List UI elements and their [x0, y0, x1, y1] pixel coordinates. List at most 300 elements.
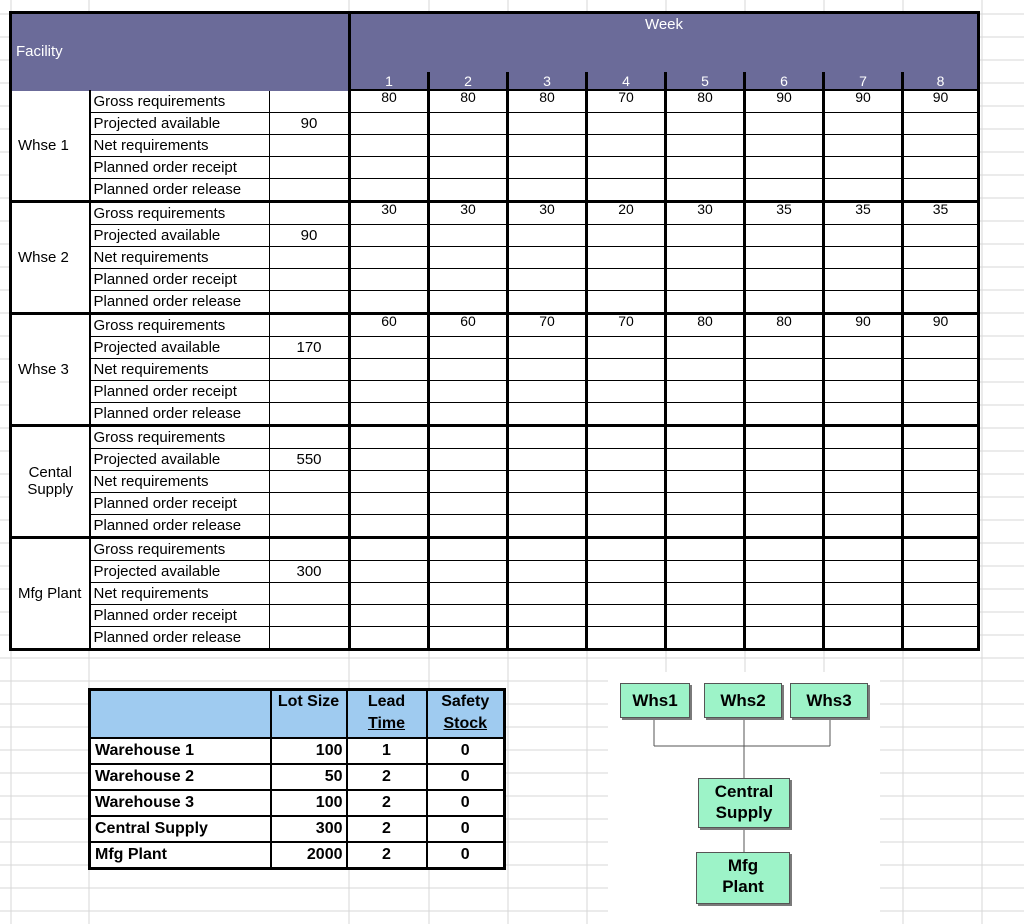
week-cell[interactable]	[587, 514, 666, 537]
week-cell[interactable]	[350, 402, 429, 425]
facility-name-cell: Warehouse 3	[90, 790, 271, 816]
blank-cell[interactable]	[270, 313, 350, 336]
week-cell[interactable]	[824, 336, 903, 358]
week-2-header: 2	[429, 72, 508, 90]
drp-row	[11, 604, 979, 626]
week-1-header: 1	[350, 72, 429, 90]
week-cell[interactable]	[903, 402, 979, 425]
gross-requirement-cell[interactable]: 35	[824, 201, 903, 224]
node-whs3: Whs3	[790, 683, 868, 718]
drp-row	[11, 626, 979, 649]
week-cell[interactable]	[429, 134, 508, 156]
week-cell[interactable]	[824, 560, 903, 582]
gross-requirement-cell[interactable]	[666, 537, 745, 560]
week-cell[interactable]	[745, 336, 824, 358]
safety-stock-cell[interactable]: 0	[427, 790, 505, 816]
week-cell[interactable]	[508, 134, 587, 156]
week-cell[interactable]	[350, 604, 429, 626]
gross-requirement-cell[interactable]	[903, 537, 979, 560]
week-cell[interactable]	[429, 604, 508, 626]
gross-requirement-cell[interactable]: 90	[903, 313, 979, 336]
week-cell[interactable]	[903, 134, 979, 156]
week-cell[interactable]	[824, 492, 903, 514]
row-label: Planned order receipt	[90, 380, 270, 402]
week-cell[interactable]	[666, 268, 745, 290]
week-cell[interactable]	[745, 514, 824, 537]
lot-size-cell[interactable]: 50	[271, 764, 347, 790]
week-cell[interactable]	[745, 246, 824, 268]
gross-requirement-cell[interactable]	[745, 537, 824, 560]
week-cell[interactable]	[666, 470, 745, 492]
week-cell[interactable]	[745, 582, 824, 604]
gross-requirement-cell[interactable]: 60	[350, 313, 429, 336]
blank-cell[interactable]	[270, 626, 350, 649]
blank-cell[interactable]	[270, 134, 350, 156]
week-cell[interactable]	[508, 268, 587, 290]
week-cell[interactable]	[429, 336, 508, 358]
week-cell[interactable]	[903, 336, 979, 358]
gross-requirement-cell[interactable]: 60	[429, 313, 508, 336]
blank-cell[interactable]	[270, 380, 350, 402]
week-cell[interactable]	[350, 626, 429, 649]
week-cell[interactable]	[587, 470, 666, 492]
week-cell[interactable]	[429, 156, 508, 178]
lead-time-cell[interactable]: 2	[347, 790, 427, 816]
week-cell[interactable]	[587, 156, 666, 178]
week-cell[interactable]	[429, 246, 508, 268]
week-cell[interactable]	[587, 402, 666, 425]
week-cell[interactable]	[429, 178, 508, 201]
blank-cell[interactable]	[270, 246, 350, 268]
blank-cell[interactable]	[270, 178, 350, 201]
week-cell[interactable]	[429, 626, 508, 649]
week-3-header: 3	[508, 72, 587, 90]
initial-projected-available[interactable]: 300	[270, 560, 350, 582]
week-cell[interactable]	[587, 380, 666, 402]
blank-cell[interactable]	[270, 90, 350, 112]
blank-cell[interactable]	[270, 425, 350, 448]
week-cell[interactable]	[587, 492, 666, 514]
gross-requirement-cell[interactable]	[824, 537, 903, 560]
gross-requirement-cell[interactable]	[429, 537, 508, 560]
week-cell[interactable]	[429, 224, 508, 246]
drp-row	[11, 201, 979, 224]
week-cell[interactable]	[508, 156, 587, 178]
row-label: Net requirements	[90, 134, 270, 156]
week-cell[interactable]	[745, 626, 824, 649]
week-cell[interactable]	[824, 178, 903, 201]
week-cell[interactable]	[429, 470, 508, 492]
week-cell[interactable]	[666, 358, 745, 380]
lead-time-cell[interactable]: 1	[347, 738, 427, 764]
week-cell[interactable]	[903, 358, 979, 380]
blank-cell[interactable]	[270, 514, 350, 537]
drp-row	[11, 246, 979, 268]
row-label: Planned order receipt	[90, 492, 270, 514]
week-cell[interactable]	[745, 470, 824, 492]
safety-stock-cell[interactable]: 0	[427, 842, 505, 869]
week-cell[interactable]	[666, 246, 745, 268]
row-label: Planned order release	[90, 514, 270, 537]
drp-row	[11, 582, 979, 604]
week-cell[interactable]	[350, 560, 429, 582]
week-cell[interactable]	[508, 604, 587, 626]
row-label: Net requirements	[90, 470, 270, 492]
week-cell[interactable]	[666, 112, 745, 134]
row-label: Projected available	[90, 560, 270, 582]
week-cell[interactable]	[666, 582, 745, 604]
week-cell[interactable]	[587, 336, 666, 358]
week-cell[interactable]	[824, 626, 903, 649]
drp-row	[11, 514, 979, 537]
blank-cell[interactable]	[270, 358, 350, 380]
week-cell[interactable]	[824, 380, 903, 402]
week-cell[interactable]	[903, 246, 979, 268]
week-cell[interactable]	[508, 492, 587, 514]
week-cell[interactable]	[429, 448, 508, 470]
facility-name-cell: Mfg Plant	[90, 842, 271, 869]
week-cell[interactable]	[824, 290, 903, 313]
week-cell[interactable]	[508, 380, 587, 402]
gross-requirement-cell[interactable]: 80	[350, 90, 429, 112]
drp-row	[11, 178, 979, 201]
week-cell[interactable]	[903, 268, 979, 290]
facility-name	[11, 313, 90, 425]
week-cell[interactable]	[350, 178, 429, 201]
week-cell[interactable]	[824, 156, 903, 178]
facility-name-text: Whse 2	[18, 248, 69, 266]
week-cell[interactable]	[350, 112, 429, 134]
week-cell[interactable]	[903, 448, 979, 470]
week-cell[interactable]	[824, 268, 903, 290]
drp-row	[11, 560, 979, 582]
week-cell[interactable]	[745, 290, 824, 313]
week-cell[interactable]	[666, 290, 745, 313]
week-cell[interactable]	[903, 156, 979, 178]
week-cell[interactable]	[587, 134, 666, 156]
week-cell[interactable]	[350, 358, 429, 380]
gross-requirement-cell[interactable]: 35	[903, 201, 979, 224]
lead-time-cell[interactable]: 2	[347, 764, 427, 790]
week-cell[interactable]	[745, 560, 824, 582]
week-cell[interactable]	[824, 402, 903, 425]
week-cell[interactable]	[745, 604, 824, 626]
week-cell[interactable]	[429, 380, 508, 402]
drp-row	[11, 224, 979, 246]
params-row	[90, 764, 505, 790]
week-cell[interactable]	[903, 470, 979, 492]
week-cell[interactable]	[508, 290, 587, 313]
row-label: Net requirements	[90, 582, 270, 604]
facility-name	[11, 425, 90, 537]
blank-cell[interactable]	[270, 268, 350, 290]
week-cell[interactable]	[508, 112, 587, 134]
lead-time-cell[interactable]: 2	[347, 842, 427, 869]
week-cell[interactable]	[666, 178, 745, 201]
week-cell[interactable]	[666, 514, 745, 537]
week-cell[interactable]	[745, 492, 824, 514]
facility-name-text: Whse 3	[18, 360, 69, 378]
gross-requirement-cell[interactable]: 90	[824, 313, 903, 336]
row-label: Planned order receipt	[90, 604, 270, 626]
gross-requirement-cell[interactable]: 35	[745, 201, 824, 224]
gross-requirement-cell[interactable]: 80	[666, 90, 745, 112]
week-cell[interactable]	[824, 448, 903, 470]
lot-size-cell[interactable]: 100	[271, 790, 347, 816]
week-cell[interactable]	[824, 134, 903, 156]
safety-stock-cell[interactable]: 0	[427, 816, 505, 842]
row-label: Planned order receipt	[90, 156, 270, 178]
week-cell[interactable]	[587, 290, 666, 313]
week-cell[interactable]	[350, 492, 429, 514]
blank-cell[interactable]	[270, 604, 350, 626]
week-cell[interactable]	[587, 268, 666, 290]
gross-requirement-cell[interactable]: 30	[666, 201, 745, 224]
facility-name-text-line2: Supply	[27, 481, 74, 498]
week-cell[interactable]	[350, 470, 429, 492]
drp-row	[11, 492, 979, 514]
week-cell[interactable]	[666, 134, 745, 156]
week-6-header: 6	[745, 72, 824, 90]
week-cell[interactable]	[429, 290, 508, 313]
gross-requirement-cell[interactable]	[587, 537, 666, 560]
week-cell[interactable]	[429, 560, 508, 582]
drp-row	[11, 290, 979, 313]
week-cell[interactable]	[508, 178, 587, 201]
week-cell[interactable]	[587, 582, 666, 604]
blank-cell[interactable]	[270, 537, 350, 560]
week-cell[interactable]	[903, 178, 979, 201]
week-cell[interactable]	[508, 514, 587, 537]
week-cell[interactable]	[824, 358, 903, 380]
week-cell[interactable]	[666, 604, 745, 626]
node-whs2: Whs2	[704, 683, 782, 718]
week-cell[interactable]	[745, 156, 824, 178]
blank-cell[interactable]	[270, 290, 350, 313]
gross-requirement-cell[interactable]: 80	[745, 313, 824, 336]
blank-cell[interactable]	[270, 492, 350, 514]
week-cell[interactable]	[350, 156, 429, 178]
blank-cell[interactable]	[270, 470, 350, 492]
lead-time-cell[interactable]: 2	[347, 816, 427, 842]
week-cell[interactable]	[824, 582, 903, 604]
drp-row	[11, 380, 979, 402]
drp-row	[11, 402, 979, 425]
gross-requirement-cell[interactable]	[666, 425, 745, 448]
week-cell[interactable]	[587, 604, 666, 626]
facility-name	[11, 90, 90, 201]
week-cell[interactable]	[587, 224, 666, 246]
week-cell[interactable]	[903, 380, 979, 402]
row-label: Planned order receipt	[90, 268, 270, 290]
gross-requirement-cell[interactable]	[508, 537, 587, 560]
week-cell[interactable]	[350, 380, 429, 402]
row-label: Planned order release	[90, 402, 270, 425]
week-cell[interactable]	[508, 336, 587, 358]
gross-requirement-cell[interactable]: 20	[587, 201, 666, 224]
week-cell[interactable]	[587, 246, 666, 268]
week-cell[interactable]	[903, 582, 979, 604]
week-cell[interactable]	[587, 178, 666, 201]
week-cell[interactable]	[429, 358, 508, 380]
week-cell[interactable]	[508, 402, 587, 425]
week-cell[interactable]	[508, 582, 587, 604]
week-cell[interactable]	[745, 402, 824, 425]
blank-cell[interactable]	[270, 582, 350, 604]
blank-cell[interactable]	[270, 201, 350, 224]
week-cell[interactable]	[429, 492, 508, 514]
week-cell[interactable]	[429, 268, 508, 290]
week-cell[interactable]	[903, 514, 979, 537]
week-cell[interactable]	[666, 560, 745, 582]
week-cell[interactable]	[824, 246, 903, 268]
safety-stock-cell[interactable]: 0	[427, 738, 505, 764]
week-5-header: 5	[666, 72, 745, 90]
drp-row	[11, 90, 979, 112]
week-cell[interactable]	[350, 134, 429, 156]
drp-table	[9, 11, 980, 651]
node-whs1: Whs1	[620, 683, 690, 718]
week-cell[interactable]	[666, 336, 745, 358]
gross-requirement-cell[interactable]: 80	[508, 90, 587, 112]
week-cell[interactable]	[350, 224, 429, 246]
week-cell[interactable]	[824, 604, 903, 626]
week-cell[interactable]	[903, 492, 979, 514]
gross-requirement-cell[interactable]: 80	[429, 90, 508, 112]
lot-size-cell[interactable]: 2000	[271, 842, 347, 869]
lot-size-cell[interactable]: 300	[271, 816, 347, 842]
gross-requirement-cell[interactable]: 30	[508, 201, 587, 224]
week-cell[interactable]	[903, 560, 979, 582]
gross-requirement-cell[interactable]	[587, 425, 666, 448]
week-cell[interactable]	[824, 514, 903, 537]
week-cell[interactable]	[429, 112, 508, 134]
row-label: Gross requirements	[90, 537, 270, 560]
gross-requirement-cell[interactable]: 70	[587, 90, 666, 112]
drp-row	[11, 156, 979, 178]
row-label: Gross requirements	[90, 90, 270, 112]
week-cell[interactable]	[429, 582, 508, 604]
week-cell[interactable]	[666, 402, 745, 425]
node-central-supply: Central Supply	[698, 778, 790, 828]
week-cell[interactable]	[350, 582, 429, 604]
week-cell[interactable]	[903, 290, 979, 313]
week-cell[interactable]	[745, 178, 824, 201]
week-cell[interactable]	[824, 224, 903, 246]
week-cell[interactable]	[666, 156, 745, 178]
gross-requirement-cell[interactable]	[508, 425, 587, 448]
gross-requirement-cell[interactable]: 70	[587, 313, 666, 336]
initial-projected-available[interactable]: 90	[270, 112, 350, 134]
gross-requirement-cell[interactable]: 80	[666, 313, 745, 336]
lead-time-header: Lead Time	[347, 690, 427, 739]
week-cell[interactable]	[587, 448, 666, 470]
drp-row	[11, 537, 979, 560]
gross-requirement-cell[interactable]	[745, 425, 824, 448]
week-cell[interactable]	[824, 112, 903, 134]
week-cell[interactable]	[824, 470, 903, 492]
week-cell[interactable]	[350, 246, 429, 268]
week-cell[interactable]	[903, 112, 979, 134]
row-label: Net requirements	[90, 358, 270, 380]
week-cell[interactable]	[587, 626, 666, 649]
week-cell[interactable]	[745, 358, 824, 380]
week-cell[interactable]	[350, 290, 429, 313]
week-cell[interactable]	[745, 380, 824, 402]
gross-requirement-cell[interactable]	[429, 425, 508, 448]
gross-requirement-cell[interactable]	[350, 425, 429, 448]
week-cell[interactable]	[666, 380, 745, 402]
week-cell[interactable]	[429, 514, 508, 537]
params-header-blank	[90, 690, 271, 739]
week-cell[interactable]	[903, 224, 979, 246]
gross-requirement-cell[interactable]: 90	[903, 90, 979, 112]
initial-projected-available[interactable]: 170	[270, 336, 350, 358]
initial-projected-available[interactable]: 90	[270, 224, 350, 246]
week-cell[interactable]	[508, 560, 587, 582]
week-cell[interactable]	[350, 448, 429, 470]
week-cell[interactable]	[508, 358, 587, 380]
lot-size-cell[interactable]: 100	[271, 738, 347, 764]
gross-requirement-cell[interactable]	[824, 425, 903, 448]
week-cell[interactable]	[745, 112, 824, 134]
week-cell[interactable]	[508, 626, 587, 649]
week-cell[interactable]	[666, 626, 745, 649]
row-label: Planned order release	[90, 290, 270, 313]
week-cell[interactable]	[587, 112, 666, 134]
week-cell[interactable]	[587, 560, 666, 582]
week-cell[interactable]	[508, 448, 587, 470]
parameters-table	[88, 688, 506, 870]
gross-requirement-cell[interactable]	[350, 537, 429, 560]
blank-cell[interactable]	[270, 156, 350, 178]
gross-requirement-cell[interactable]: 90	[745, 90, 824, 112]
params-row	[90, 816, 505, 842]
week-cell[interactable]	[508, 246, 587, 268]
week-cell[interactable]	[350, 268, 429, 290]
gross-requirement-cell[interactable]: 90	[824, 90, 903, 112]
week-cell[interactable]	[666, 224, 745, 246]
gross-requirement-cell[interactable]: 30	[350, 201, 429, 224]
week-cell[interactable]	[508, 470, 587, 492]
week-cell[interactable]	[745, 224, 824, 246]
gross-requirement-cell[interactable]: 70	[508, 313, 587, 336]
distribution-network-diagram	[608, 672, 880, 924]
safety-stock-header: Safety Stock	[427, 690, 505, 739]
week-cell[interactable]	[745, 268, 824, 290]
week-cell[interactable]	[903, 604, 979, 626]
safety-stock-cell[interactable]: 0	[427, 764, 505, 790]
drp-row	[11, 313, 979, 336]
week-cell[interactable]	[745, 134, 824, 156]
week-cell[interactable]	[429, 402, 508, 425]
drp-row	[11, 425, 979, 448]
gross-requirement-cell[interactable]	[903, 425, 979, 448]
week-cell[interactable]	[666, 448, 745, 470]
drp-row	[11, 112, 979, 134]
week-cell[interactable]	[587, 358, 666, 380]
row-label: Gross requirements	[90, 425, 270, 448]
gross-requirement-cell[interactable]: 30	[429, 201, 508, 224]
week-cell[interactable]	[745, 448, 824, 470]
week-cell[interactable]	[903, 626, 979, 649]
blank-cell[interactable]	[270, 402, 350, 425]
week-cell[interactable]	[666, 492, 745, 514]
week-cell[interactable]	[508, 224, 587, 246]
initial-projected-available[interactable]: 550	[270, 448, 350, 470]
week-cell[interactable]	[350, 336, 429, 358]
week-cell[interactable]	[350, 514, 429, 537]
